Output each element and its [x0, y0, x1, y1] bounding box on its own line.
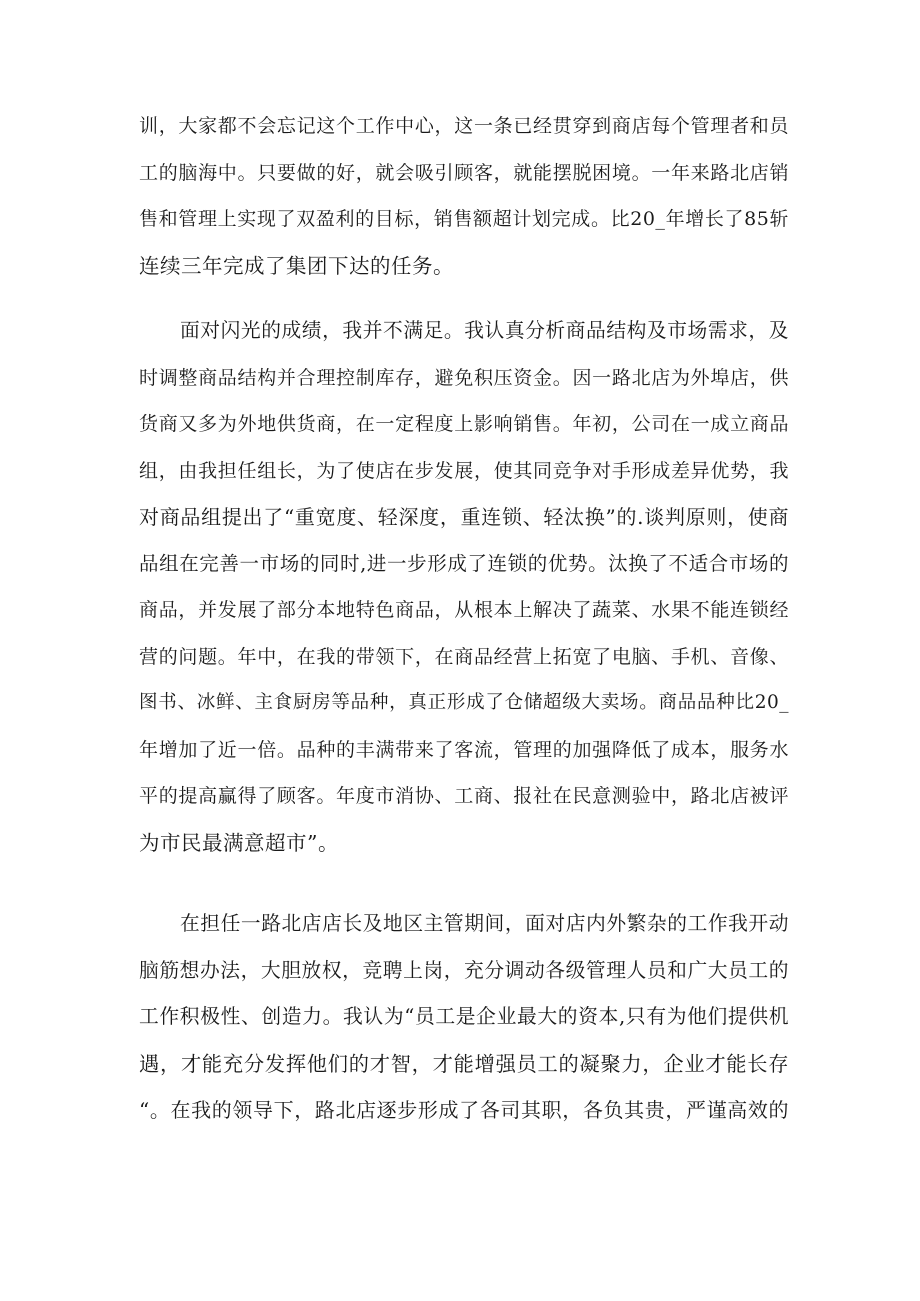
text-line: 售和管理上实现了双盈利的目标，销售额超计划完成。比20_年增长了85斩	[139, 208, 789, 230]
text-line: 商品，并发展了部分本地特色商品，从根本上解决了蔬菜、水果不能连锁经	[139, 599, 789, 621]
text-line: 时调整商品结构并合理控制库存，避免积压资金。因一路北店为外埠店，供	[139, 366, 789, 389]
paragraph-3	[139, 901, 789, 1134]
text-line: 货商又多为外地供货商，在一定程度上影响销售。年初，公司在一成立商品	[139, 413, 789, 435]
text-line: 在担任一路北店店长及地区主管期间，面对店内外繁杂的工作我开动	[180, 912, 789, 935]
text-line: 营的问题。年中，在我的带领下，在商品经营上拓宽了电脑、手机、音像、	[139, 645, 789, 668]
text-line: 品组在完善一市场的同时,进一步形成了连锁的优势。汰换了不适合市场的	[139, 551, 789, 575]
text-line: 为市民最满意超市”。	[139, 830, 339, 855]
text-line: 对商品组提出了“重宽度、轻深度，重连锁、轻汰换”的.谈判原则，使商	[139, 505, 789, 529]
text-line: 年增加了近一倍。品种的丰满带来了客流，管理的加强降低了成本，服务水	[139, 738, 789, 761]
text-line: 图书、冰鲜、主食厨房等品种，真正形成了仓储超级大卖场。商品品种比20_	[139, 692, 789, 713]
text-line: 工的脑海中。只要做的好，就会吸引顾客，就能摆脱困境。一年来路北店销	[139, 161, 789, 184]
text-line: 工作积极性、创造力。我认为“员工是企业最大的资本,只有为他们提供机	[139, 1005, 789, 1028]
text-line: 平的提高赢得了顾客。年度市消协、工商、报社在民意测验中，路北店被评	[139, 785, 789, 807]
text-line: 连续三年完成了集团下达的任务。	[139, 253, 454, 278]
paragraph-1	[139, 103, 789, 289]
text-line: 组，由我担任组长，为了使店在步发展，使其同竞争对手形成差异优势，我	[139, 459, 789, 482]
text-line: 训，大家都不会忘记这个工作中心，这一条已经贯穿到商店每个管理者和员	[139, 115, 789, 137]
text-line: “。在我的领导下，路北店逐步形成了各司其职，各负其贵，严谨高效的	[139, 1098, 789, 1122]
text-line: 遇，才能充分发挥他们的才智，才能增强员工的凝聚力，企业才能长存	[139, 1051, 789, 1076]
text-line: 脑筋想办法，大胆放权，竞聘上岗，充分调动各级管理人员和广大员工的	[139, 958, 789, 982]
paragraph-2	[139, 308, 789, 866]
text-line: 面对闪光的成绩，我并不满足。我认真分析商品结构及市场需求，及	[180, 319, 789, 342]
